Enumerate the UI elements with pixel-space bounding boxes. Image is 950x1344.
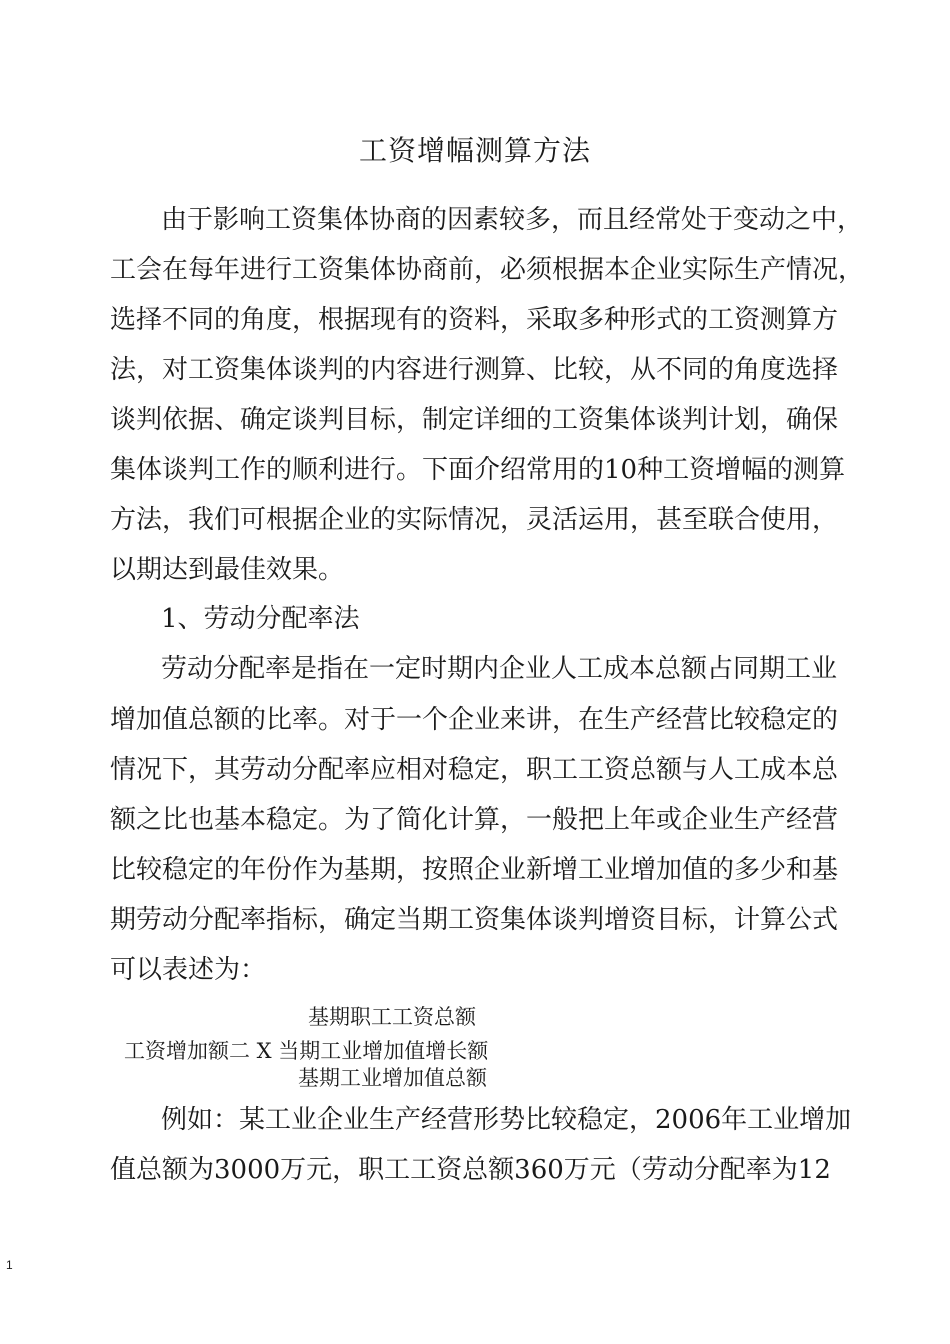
paragraph-2-line-2: 增加值总额的比率。对于一个企业来讲，在生产经营比较稳定的 [110, 705, 839, 735]
paragraph-1-line-4: 法，对工资集体谈判的内容进行测算、比较，从不同的角度选择 [110, 355, 839, 385]
page-number: 1 [6, 1258, 13, 1272]
paragraph-1-line-6: 集体谈判工作的顺利进行。下面介绍常用的10种工资增幅的测算 [110, 455, 846, 485]
formula-denominator: 基期工业增加值总额 [298, 1066, 487, 1090]
paragraph-2-line-3: 情况下，其劳动分配率应相对稳定，职工工资总额与人工成本总 [110, 755, 839, 785]
paragraph-1-line-2: 工会在每年进行工资集体协商前，必须根据本企业实际生产情况， [110, 255, 865, 285]
paragraph-2-line-1: 劳动分配率是指在一定时期内企业人工成本总额占同期工业 [161, 654, 838, 684]
paragraph-2-line-7: 可以表述为： [110, 955, 267, 985]
paragraph-2-line-5: 比较稳定的年份作为基期，按照企业新增工业增加值的多少和基 [110, 855, 839, 885]
document-title: 工资增幅测算方法 [358, 134, 591, 167]
paragraph-3-line-2: 值总额为3000万元，职工工资总额360万元（劳动分配率为12 [110, 1155, 831, 1185]
formula-main: 工资增加额二 X 当期工业增加值增长额 [124, 1039, 489, 1063]
paragraph-1-line-7: 方法，我们可根据企业的实际情况，灵活运用，甚至联合使用， [110, 505, 839, 535]
paragraph-1-line-5: 谈判依据、确定谈判目标，制定详细的工资集体谈判计划，确保 [110, 405, 839, 435]
paragraph-2-line-6: 期劳动分配率指标，确定当期工资集体谈判增资目标，计算公式 [110, 905, 839, 935]
paragraph-3-line-1: 例如：某工业企业生产经营形势比较稳定，2006年工业增加 [161, 1105, 852, 1135]
paragraph-1-line-8: 以期达到最佳效果。 [110, 555, 345, 585]
paragraph-2-line-4: 额之比也基本稳定。为了简化计算，一般把上年或企业生产经营 [110, 805, 839, 835]
formula-numerator: 基期职工工资总额 [308, 1005, 476, 1029]
section-heading: 1、劳动分配率法 [161, 604, 360, 634]
paragraph-1-line-3: 选择不同的角度，根据现有的资料，采取多种形式的工资测算方 [110, 305, 839, 335]
paragraph-1-line-1: 由于影响工资集体协商的因素较多，而且经常处于变动之中， [161, 205, 864, 235]
